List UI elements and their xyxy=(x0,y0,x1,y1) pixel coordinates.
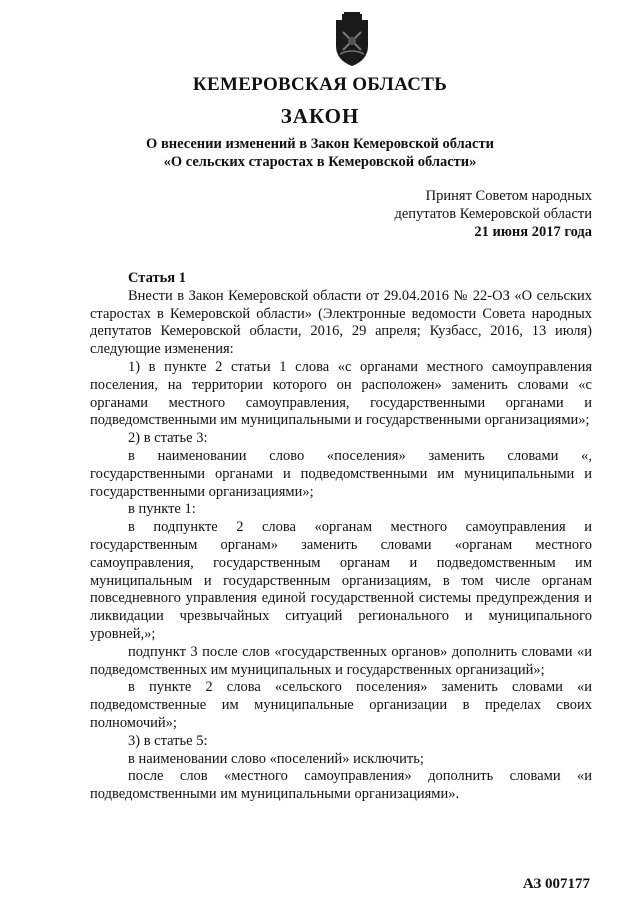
article-title: Статья 1 xyxy=(128,270,186,286)
paragraph: в пункте 2 слова «сельского поселения» заменить словами «и подведомственные им муниципальные организации в пределах своих полномочий»; xyxy=(90,679,592,731)
subject-line-2: «О сельских старостах в Кемеровской области» xyxy=(163,154,477,170)
law-subject xyxy=(0,135,640,171)
paragraph: 1) в пункте 2 статьи 1 слова «с органами местного самоуправления поселения, на территории которого он расположен» заменить словами «с органами местного самоуправления, государственными органами и подведомственными им муниципальными и государственными организациями»; xyxy=(90,358,592,429)
paragraph: в наименовании слово «поселения» заменить словами «, государственными органами и подведомственными им муниципальными и государственными организациями»; xyxy=(90,447,592,500)
paragraph: Внести в Закон Кемеровской области от 29.04.2016 № 22-ОЗ «О сельских старостах в Кемеровской области» (Электронные ведомости Совета народных депутатов Кемеровской области, 2016, 29 апреля; Кузбасс, 2016, 13 июля) следующие изменения: xyxy=(90,287,592,358)
adoption-line-1: Принят Советом народных xyxy=(425,188,592,204)
region-title: КЕМЕРОВСКАЯ ОБЛАСТЬ xyxy=(192,74,448,95)
paragraph: в наименовании слово «поселений» исключить; xyxy=(128,750,424,767)
paragraph: 3) в статье 5: xyxy=(128,732,208,749)
document-type: ЗАКОН xyxy=(280,104,360,128)
adoption-date: 21 июня 2017 года xyxy=(474,224,592,240)
article-body xyxy=(90,270,592,804)
paragraph: 2) в статье 3: xyxy=(128,430,208,447)
adoption-info xyxy=(332,187,592,241)
paragraph: в пункте 1: xyxy=(128,501,196,518)
serial-number: АЗ 007177 xyxy=(522,876,590,892)
coat-of-arms-icon xyxy=(330,12,374,68)
subject-line-1: О внесении изменений в Закон Кемеровской области xyxy=(146,136,494,152)
paragraph: в подпункте 2 слова «органам местного самоуправления и государственным органам» заменить словами «органам местного самоуправления, государственным органам и подведомственным им муниципальным и государственным организациям, в том числе органам повседневного управления единой государственной системы предупреждения и ликвидации чрезвычайных ситуаций регионального и муниципального уровней,»; xyxy=(90,519,592,642)
paragraph: подпункт 3 после слов «государственных органов» дополнить словами «и подведомственных им муниципальных и государственных организаций»; xyxy=(90,643,592,678)
paragraph: после слов «местного самоуправления» дополнить словами «и подведомственными им муниципальными организациями». xyxy=(90,768,592,803)
adoption-line-2: депутатов Кемеровской области xyxy=(394,206,592,222)
